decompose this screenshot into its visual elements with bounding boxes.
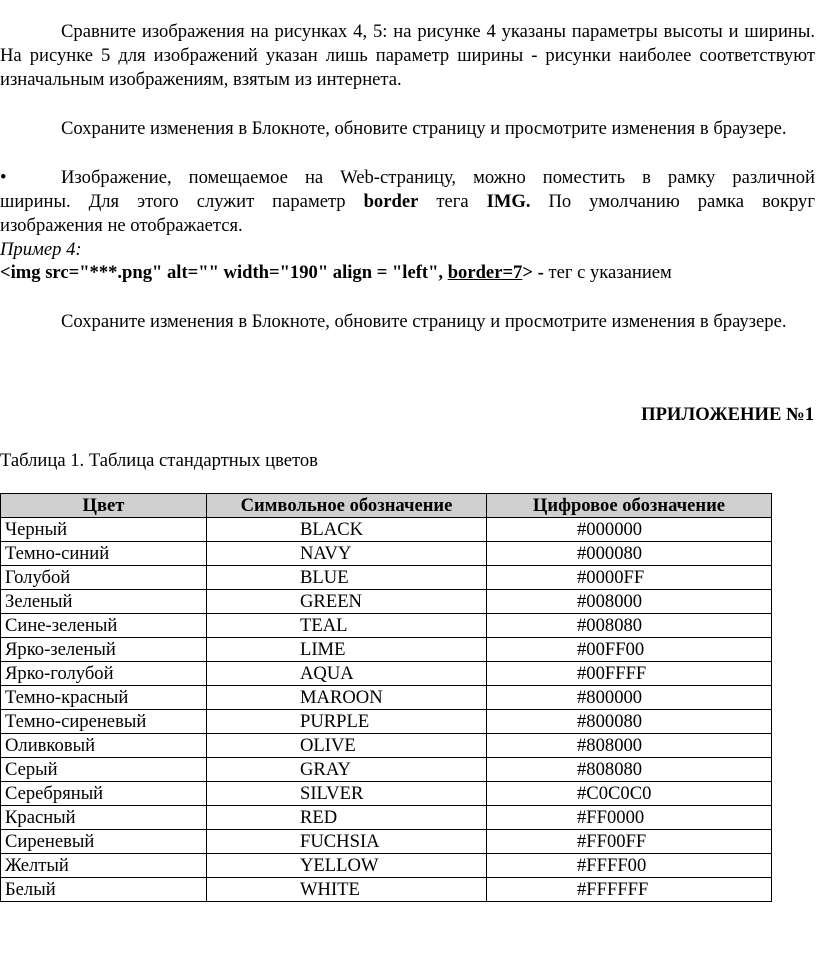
paragraph-save-changes-2: Сохраните изменения в Блокноте, обновите страницу и просмотрите изменения в браузере.	[61, 311, 787, 332]
table-row	[1, 854, 772, 878]
colors-table	[0, 493, 772, 902]
cell-hex: #C0C0C0	[487, 782, 772, 806]
cell-hex: #800080	[487, 710, 772, 734]
bullet-keyword-img: IMG.	[486, 191, 531, 212]
cell-color-name: Серебряный	[1, 782, 207, 806]
table-row	[1, 734, 772, 758]
table-row	[1, 662, 772, 686]
cell-symbol: RED	[207, 806, 487, 830]
cell-symbol: MAROON	[207, 686, 487, 710]
cell-hex: #008080	[487, 614, 772, 638]
cell-symbol: LIME	[207, 638, 487, 662]
paragraph-compare-images: Сравните изображения на рисунках 4, 5: на рисунке 4 указаны параметры высоты и ширины. На рисунке 5 для изображений указан лишь параметр ширины - рисунки наиболее соответствуют изначальным изображениям, взятым из интернета.	[0, 21, 815, 90]
bullet-line-1	[0, 166, 815, 190]
cell-color-name: Голубой	[1, 566, 207, 590]
code-dash: -	[532, 262, 549, 283]
table-row	[1, 638, 772, 662]
code-example-line	[0, 261, 672, 285]
cell-color-name: Серый	[1, 758, 207, 782]
cell-color-name: Желтый	[1, 854, 207, 878]
code-tail-text: тег с указанием	[548, 262, 672, 283]
cell-symbol: YELLOW	[207, 854, 487, 878]
cell-hex: #FFFFFF	[487, 878, 772, 902]
table-row	[1, 806, 772, 830]
cell-color-name: Ярко-голубой	[1, 662, 207, 686]
table-row	[1, 782, 772, 806]
cell-hex: #000080	[487, 542, 772, 566]
bullet-keyword-border: border	[363, 191, 419, 212]
cell-color-name: Сине-зеленый	[1, 614, 207, 638]
cell-color-name: Ярко-зеленый	[1, 638, 207, 662]
cell-hex: #FFFF00	[487, 854, 772, 878]
cell-color-name: Сиреневый	[1, 830, 207, 854]
cell-color-name: Белый	[1, 878, 207, 902]
cell-hex: #000000	[487, 518, 772, 542]
cell-symbol: GRAY	[207, 758, 487, 782]
cell-symbol: OLIVE	[207, 734, 487, 758]
table-row	[1, 590, 772, 614]
cell-color-name: Темно-сиреневый	[1, 710, 207, 734]
header-color: Цвет	[1, 494, 207, 518]
cell-color-name: Оливковый	[1, 734, 207, 758]
bullet-paragraph-border	[0, 166, 815, 238]
cell-hex: #008000	[487, 590, 772, 614]
bullet-icon: •	[0, 167, 7, 188]
bullet-text-line2-before: ширины. Для этого служит параметр	[0, 191, 364, 212]
code-part-1: <img src="***.png" alt="" width="190" align = "left",	[0, 262, 448, 283]
table-row	[1, 614, 772, 638]
cell-hex: #FF0000	[487, 806, 772, 830]
table-row	[1, 758, 772, 782]
table-row	[1, 686, 772, 710]
bullet-text-line2-mid: тега	[418, 191, 487, 212]
cell-symbol: AQUA	[207, 662, 487, 686]
header-symbol: Символьное обозначение	[207, 494, 487, 518]
cell-hex: #FF00FF	[487, 830, 772, 854]
table-row	[1, 830, 772, 854]
header-hex: Цифровое обозначение	[487, 494, 772, 518]
cell-color-name: Темно-красный	[1, 686, 207, 710]
table-row	[1, 710, 772, 734]
cell-symbol: PURPLE	[207, 710, 487, 734]
example-label: Пример 4:	[0, 239, 82, 260]
cell-symbol: WHITE	[207, 878, 487, 902]
code-part-2: >	[522, 262, 533, 283]
bullet-line-2	[0, 190, 815, 214]
bullet-text-line2-after: По умолчанию рамка вокруг	[530, 191, 815, 212]
table-row	[1, 518, 772, 542]
paragraph-save-changes-1: Сохраните изменения в Блокноте, обновите страницу и просмотрите изменения в браузере.	[61, 118, 787, 139]
bullet-text-line1: Изображение, помещаемое на Web-страницу, можно поместить в рамку различной	[61, 167, 815, 188]
cell-symbol: BLUE	[207, 566, 487, 590]
bullet-line-3: изображения не отображается.	[0, 215, 243, 236]
table-row	[1, 878, 772, 902]
table-row	[1, 566, 772, 590]
table-row	[1, 542, 772, 566]
appendix-title: ПРИЛОЖЕНИЕ №1	[641, 404, 814, 425]
cell-symbol: BLACK	[207, 518, 487, 542]
cell-symbol: TEAL	[207, 614, 487, 638]
table-caption: Таблица 1. Таблица стандартных цветов	[0, 450, 318, 471]
cell-symbol: GREEN	[207, 590, 487, 614]
cell-symbol: SILVER	[207, 782, 487, 806]
cell-hex: #808000	[487, 734, 772, 758]
cell-hex: #800000	[487, 686, 772, 710]
cell-hex: #808080	[487, 758, 772, 782]
table-body	[1, 518, 772, 902]
table-header-row	[1, 494, 772, 518]
code-underlined-border: border=7	[447, 262, 523, 283]
cell-color-name: Черный	[1, 518, 207, 542]
cell-hex: #0000FF	[487, 566, 772, 590]
cell-color-name: Темно-синий	[1, 542, 207, 566]
cell-color-name: Красный	[1, 806, 207, 830]
cell-color-name: Зеленый	[1, 590, 207, 614]
cell-hex: #00FFFF	[487, 662, 772, 686]
cell-hex: #00FF00	[487, 638, 772, 662]
cell-symbol: NAVY	[207, 542, 487, 566]
cell-symbol: FUCHSIA	[207, 830, 487, 854]
